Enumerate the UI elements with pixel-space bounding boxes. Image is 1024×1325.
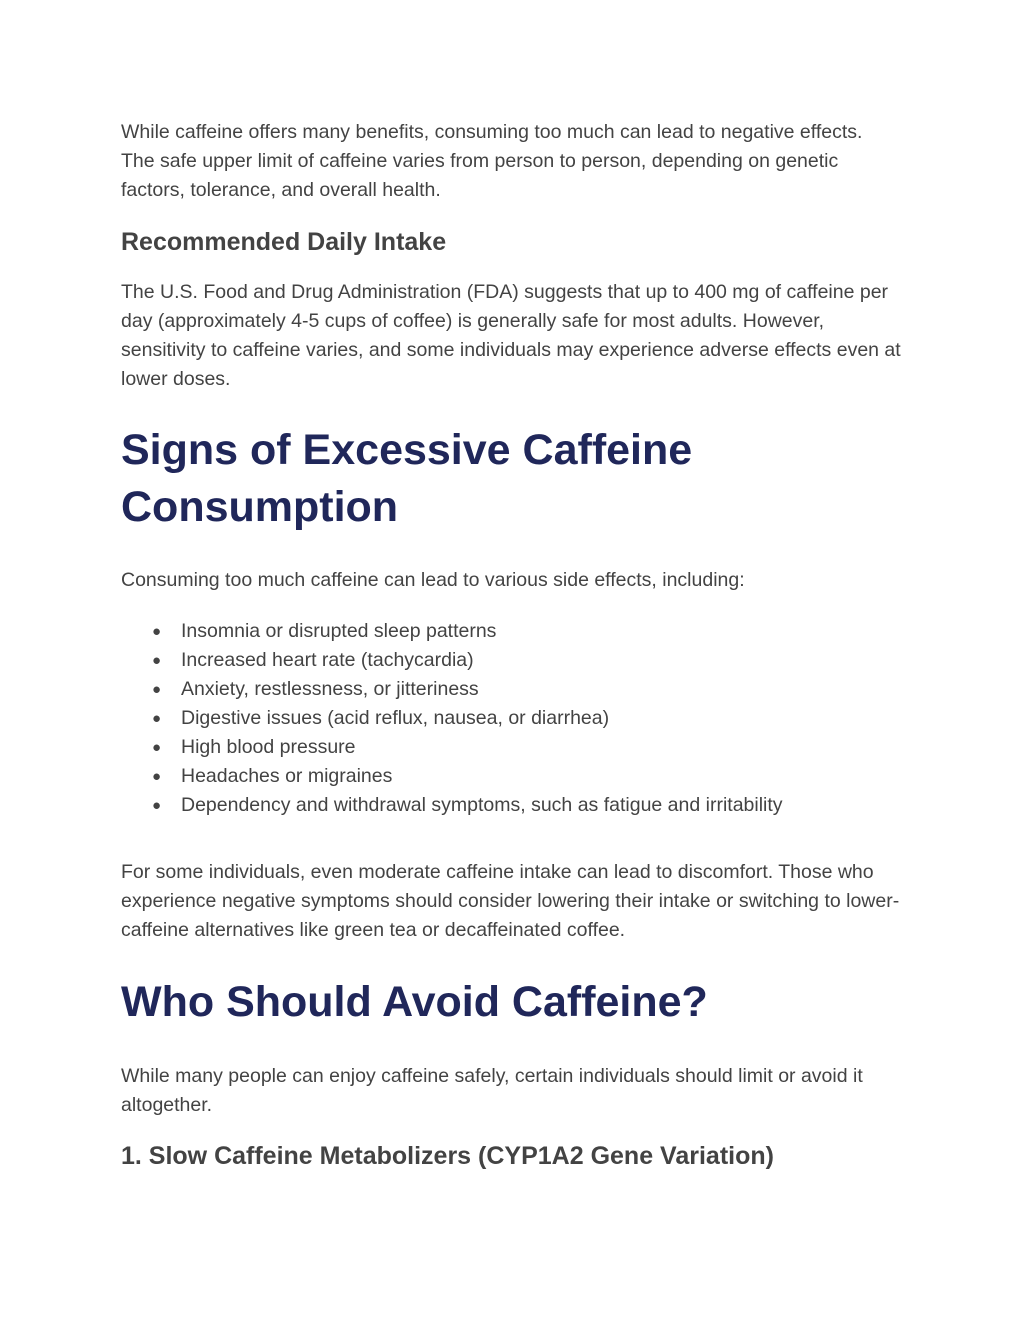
- side-effects-list: [121, 617, 901, 820]
- slow-metabolizers-heading: 1. Slow Caffeine Metabolizers (CYP1A2 Gene Variation): [121, 1142, 774, 1170]
- bullet-icon: ●: [152, 623, 162, 640]
- list-item: ● Dependency and withdrawal symptoms, such as fatigue and irritability: [121, 791, 901, 820]
- list-item: ● High blood pressure: [121, 733, 901, 762]
- bullet-icon: ●: [152, 797, 162, 814]
- signs-closing-paragraph: For some individuals, even moderate caffeine intake can lead to discomfort. Those who experience negative symptoms should consider lowering their intake or switching to lower-caffeine alternatives like green tea or decaffeinated coffee.: [121, 861, 900, 941]
- recommended-intake-paragraph: The U.S. Food and Drug Administration (FDA) suggests that up to 400 mg of caffeine per day (approximately 4-5 cups of coffee) is generally safe for most adults. However, sensitivity to caffeine varies, and some individuals may experience adverse effects even at lower doses.: [121, 281, 901, 390]
- bullet-icon: ●: [152, 710, 162, 727]
- signs-intro-paragraph: Consuming too much caffeine can lead to various side effects, including:: [121, 569, 745, 591]
- bullet-icon: ●: [152, 768, 162, 785]
- intro-paragraph: While caffeine offers many benefits, consuming too much can lead to negative effects. The safe upper limit of caffeine varies from person to person, depending on genetic factors, tolerance, and overall health.: [121, 121, 863, 201]
- signs-heading: Signs of Excessive Caffeine Consumption: [121, 426, 693, 531]
- recommended-intake-heading: Recommended Daily Intake: [121, 228, 447, 256]
- list-item: ● Digestive issues (acid reflux, nausea, or diarrhea): [121, 704, 901, 733]
- bullet-icon: ●: [152, 739, 162, 756]
- bullet-icon: ●: [152, 652, 162, 669]
- avoid-heading: Who Should Avoid Caffeine?: [121, 978, 708, 1026]
- avoid-intro-paragraph: While many people can enjoy caffeine safely, certain individuals should limit or avoid it altogether.: [121, 1065, 863, 1116]
- list-item: ● Insomnia or disrupted sleep patterns: [121, 617, 901, 646]
- bullet-icon: ●: [152, 681, 162, 698]
- list-item: ● Headaches or migraines: [121, 762, 901, 791]
- list-item: ● Increased heart rate (tachycardia): [121, 646, 901, 675]
- list-item: ● Anxiety, restlessness, or jitteriness: [121, 675, 901, 704]
